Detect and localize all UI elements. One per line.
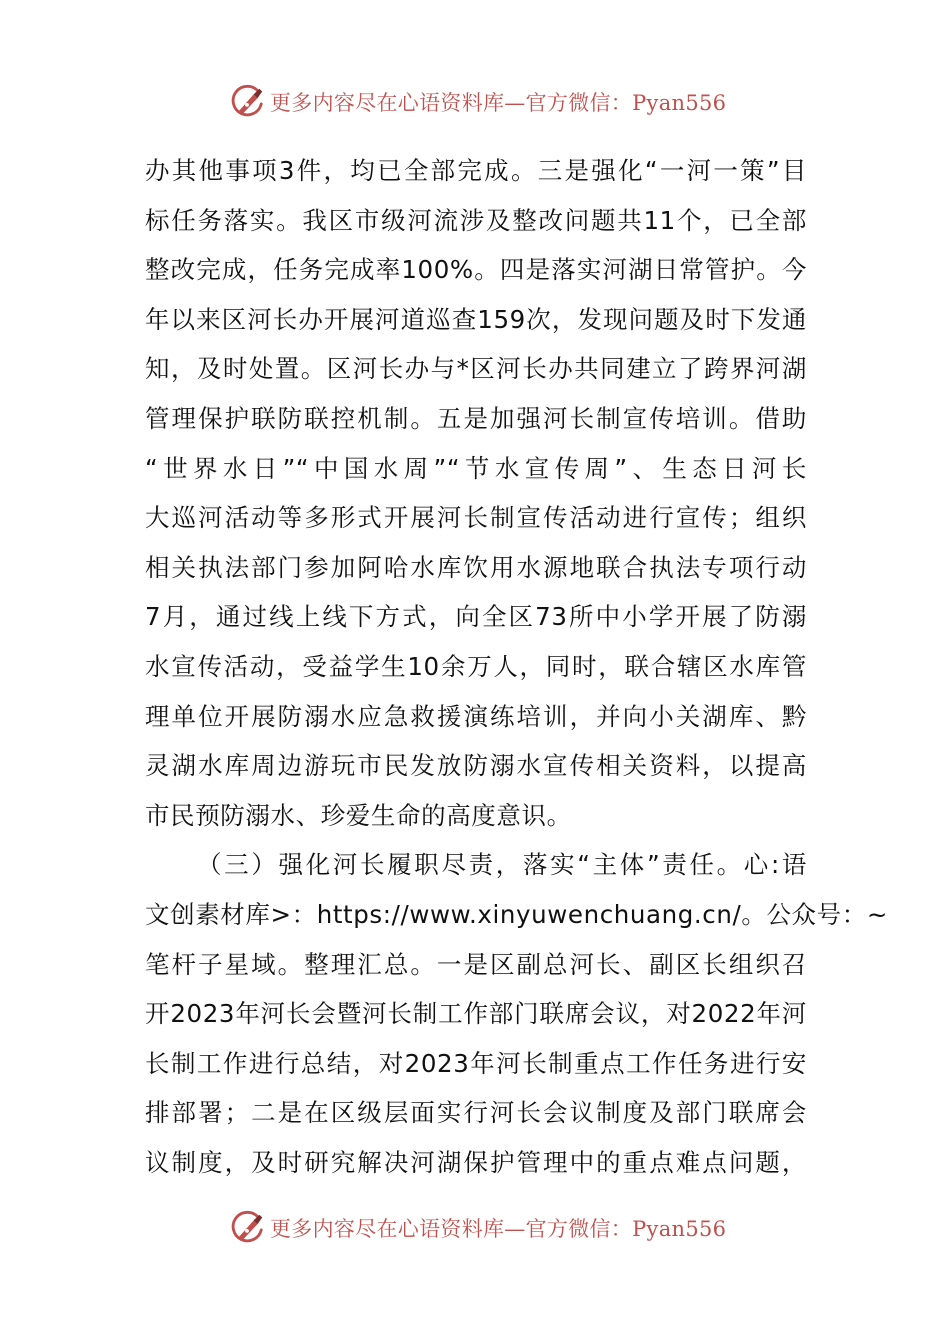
paragraph-line: 议制度，及时研究解决河湖保护管理中的重点难点问题， [145,1147,807,1177]
paragraph-line: 知，及时处置。区河长办与*区河长办共同建立了跨界河湖 [145,354,807,384]
paragraph-line: 灵湖水库周边游玩市民发放防溺水宣传相关资料，以提高 [145,751,807,781]
paragraph-line: 笔杆子星域。整理汇总。一是区副总河长、副区长组织召 [145,949,807,979]
header-banner-text: 更多内容尽在心语资料库—官方微信：Pyan556 [270,91,727,115]
paragraph-line: 排部署；二是在区级层面实行河长会议制度及部门联席会 [145,1098,807,1128]
pen-nib-circle-icon [228,83,266,121]
paragraph-line: （三）强化河长履职尽责，落实“主体”责任。心:语 [197,850,807,880]
paragraph-line: 大巡河活动等多形式开展河长制宣传活动进行宣传；组织 [145,503,807,533]
header-banner [228,82,748,122]
paragraph-line: 办其他事项3件，均已全部完成。三是强化“一河一策”目 [145,156,807,185]
footer-banner-text: 更多内容尽在心语资料库—官方微信：Pyan556 [270,1217,727,1241]
paragraph-line: 理单位开展防溺水应急救援演练培训，并向小关湖库、黔 [145,701,807,731]
paragraph-line: 年以来区河长办开展河道巡查159次，发现问题及时下发通 [145,304,807,334]
paragraph-line: 相关执法部门参加阿哈水库饮用水源地联合执法专项行动 [145,552,807,582]
paragraph-line: 管理保护联防联控机制。五是加强河长制宣传培训。借助 [145,403,807,433]
paragraph-line: 开2023年河长会暨河长制工作部门联席会议，对2022年河 [145,999,807,1029]
paragraph-line: 水宣传活动，受益学生10余万人，同时，联合辖区水库管 [145,651,807,681]
paragraph-line: “世界水日”“中国水周”“节水宣传周”、生态日河长 [145,453,807,483]
paragraph-line: 7月，通过线上线下方式，向全区73所中小学开展了防溺 [145,602,807,632]
document-body [145,146,888,1187]
paragraph-line: 文创素材库>：https://www.xinyuwenchuang.cn/。公众号：~ [145,899,888,929]
paragraph-line: 长制工作进行总结，对2023年河长制重点工作任务进行安 [145,1048,807,1078]
pen-nib-circle-icon [228,1209,266,1247]
paragraph-line: 整改完成，任务完成率100%。四是落实河湖日常管护。今 [145,255,807,285]
paragraph-line: 标任务落实。我区市级河流涉及整改问题共11个，已全部 [145,205,807,235]
paragraph-line: 市民预防溺水、珍爱生命的高度意识。 [145,800,572,830]
footer-banner [228,1208,748,1248]
